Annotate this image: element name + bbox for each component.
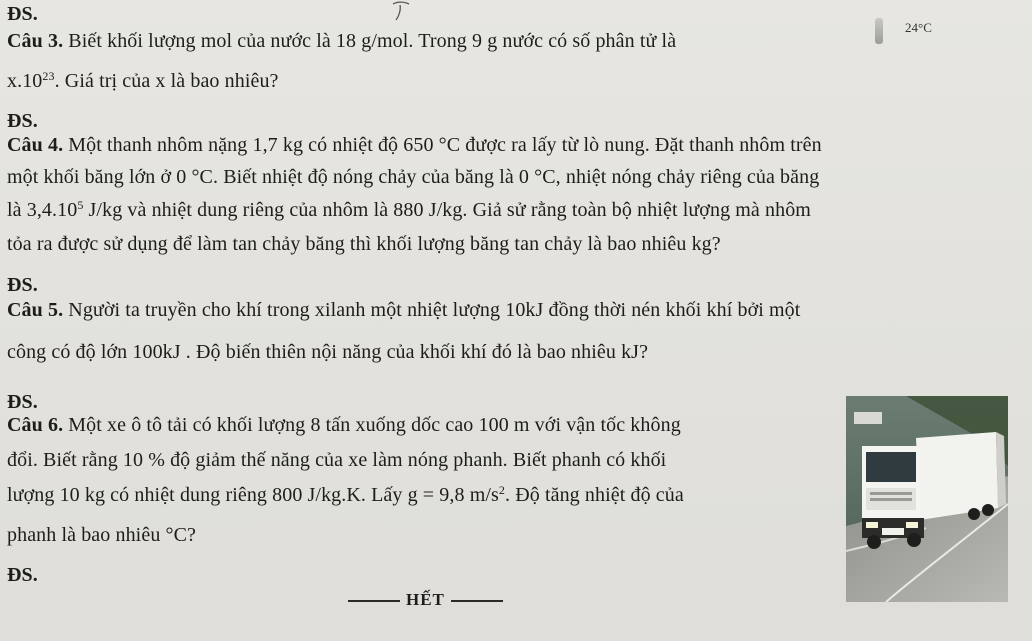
truck-photo bbox=[846, 396, 1008, 602]
answer-label-top: ĐS. bbox=[7, 3, 38, 25]
question-3-exponent: 23 bbox=[42, 69, 55, 83]
end-rule-right bbox=[451, 600, 503, 602]
question-6-text: Một xe ô tô tải có khối lượng 8 tấn xuống dốc cao 100 m với vận tốc không bbox=[63, 414, 681, 436]
question-6-exponent: 2 bbox=[498, 483, 505, 497]
question-6-line-3 bbox=[7, 483, 684, 507]
question-3-text: Biết khối lượng mol của nước là 18 g/mol. Trong 9 g nước có số phân tử là bbox=[63, 30, 677, 52]
question-4-line-2: một khối băng lớn ở 0 °C. Biết nhiệt độ nóng chảy của băng là 0 °C, nhiệt nóng chảy riêng của băng bbox=[7, 166, 820, 188]
question-6-line-1 bbox=[7, 413, 681, 437]
question-4-exponent: 5 bbox=[77, 198, 84, 212]
question-4-text: Một thanh nhôm nặng 1,7 kg có nhiệt độ 650 °C được ra lấy từ lò nung. Đặt thanh nhôm trên bbox=[63, 134, 822, 156]
question-4-power-base: là 3,4.10 bbox=[7, 199, 78, 221]
question-6-text-cont: . Độ tăng nhiệt độ của bbox=[505, 484, 684, 506]
end-rule-left bbox=[348, 600, 400, 602]
question-5-label: Câu 5. bbox=[7, 299, 64, 321]
end-marker bbox=[342, 590, 509, 610]
answer-label-q3: ĐS. bbox=[7, 110, 38, 132]
question-3-power-base: x.10 bbox=[7, 70, 43, 92]
question-6-gravity: lượng 10 kg có nhiệt dung riêng 800 J/kg.K. Lấy g = 9,8 m/s bbox=[7, 484, 499, 506]
thermometer-reading: 24°C bbox=[905, 20, 932, 35]
question-5-line-2: công có độ lớn 100kJ . Độ biến thiên nội năng của khối khí đó là bao nhiêu kJ? bbox=[7, 341, 649, 363]
answer-label-q5: ĐS. bbox=[7, 391, 38, 413]
question-6-line-2: đổi. Biết rằng 10 % độ giảm thế năng của xe làm nóng phanh. Biết phanh có khối bbox=[7, 449, 667, 471]
question-6-label: Câu 6. bbox=[7, 414, 64, 436]
question-3-prompt: . Giá trị của x là bao nhiêu? bbox=[54, 70, 279, 92]
question-4-line-4: tỏa ra được sử dụng để làm tan chảy băng thì khối lượng băng tan chảy là bao nhiêu kg? bbox=[7, 233, 721, 255]
answer-label-q6: ĐS. bbox=[7, 564, 38, 586]
question-3-line-1 bbox=[7, 29, 676, 53]
question-4-label: Câu 4. bbox=[7, 134, 64, 156]
question-3-label: Câu 3. bbox=[7, 30, 64, 52]
question-4-text-cont: J/kg và nhiệt dung riêng của nhôm là 880 J/kg. Giả sử rằng toàn bộ nhiệt lượng mà nhôm bbox=[83, 199, 811, 221]
question-5-line-1 bbox=[7, 298, 800, 322]
question-5-text: Người ta truyền cho khí trong xilanh một nhiệt lượng 10kJ đồng thời nén khối khí bởi một bbox=[63, 299, 801, 321]
question-4-line-1 bbox=[7, 133, 822, 157]
answer-label-q4: ĐS. bbox=[7, 274, 38, 296]
pen-mark-icon bbox=[390, 0, 414, 22]
question-6-line-4: phanh là bao nhiêu °C? bbox=[7, 524, 197, 546]
question-3-line-2 bbox=[7, 69, 279, 93]
end-text: HẾT bbox=[406, 590, 445, 609]
question-4-line-3 bbox=[7, 198, 811, 222]
thermometer-icon bbox=[875, 18, 883, 44]
